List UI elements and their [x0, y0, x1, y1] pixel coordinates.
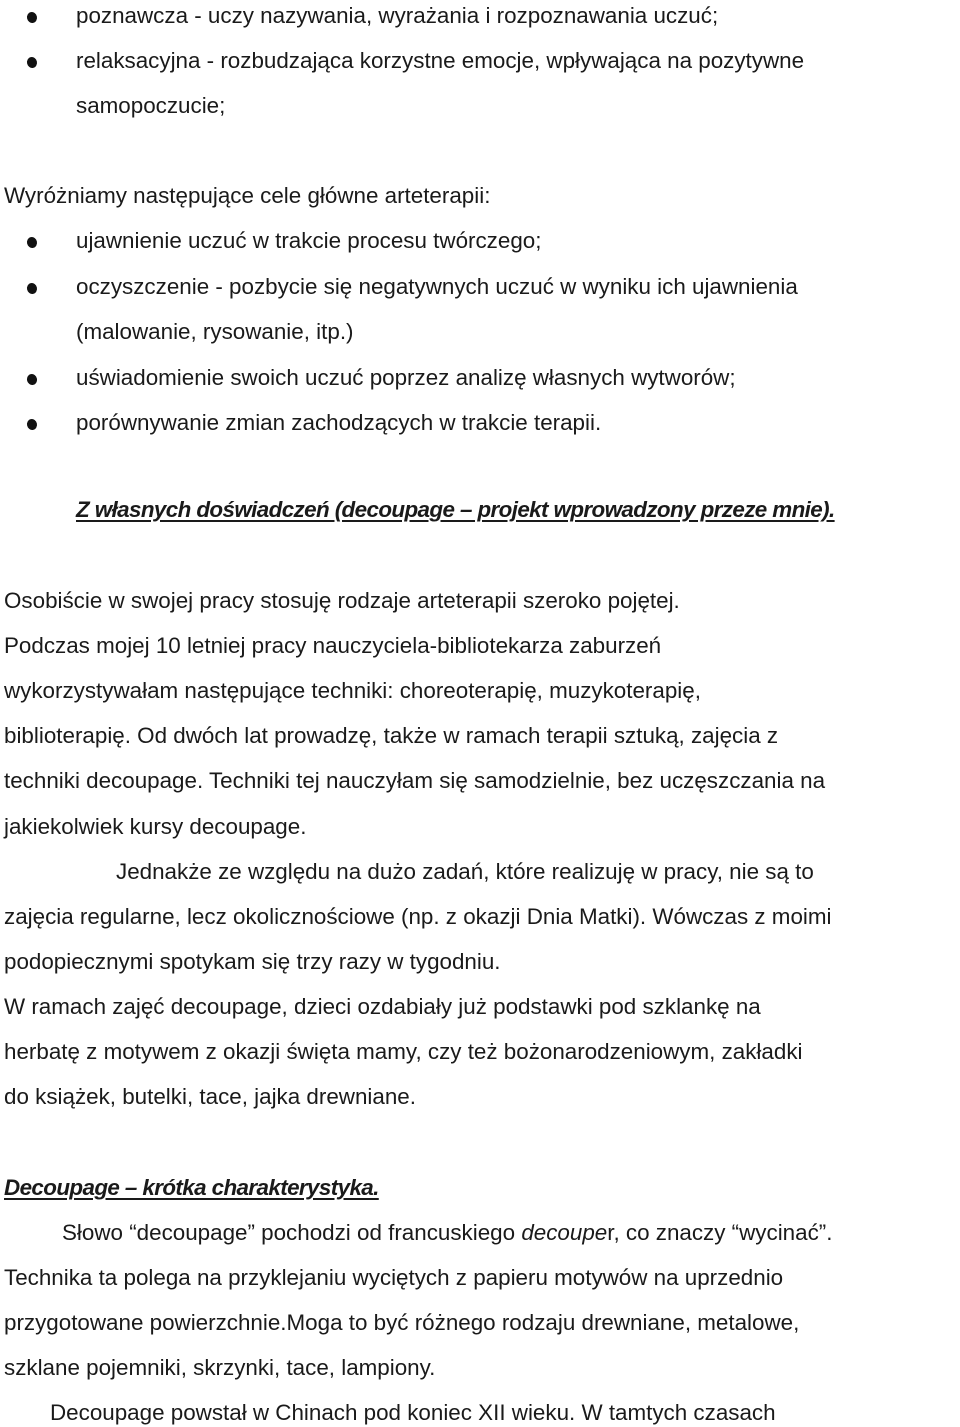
text-run: Słowo “decoupage” pochodzi od francuskiego [62, 1220, 522, 1245]
paragraph-line: techniki decoupage. Techniki tej nauczyłam się samodzielnie, bez uczęszczania na [4, 768, 826, 793]
bullet-icon [26, 373, 38, 386]
list-item: uświadomienie swoich uczuć poprzez analizę własnych wytworów; [76, 365, 736, 390]
list-item: ujawnienie uczuć w trakcie procesu twórczego; [76, 228, 542, 253]
paragraph-line: podopiecznymi spotykam się trzy razy w tygodniu. [4, 949, 501, 974]
list-item: oczyszczenie - pozbycie się negatywnych uczuć w wyniku ich ujawnienia [76, 274, 798, 299]
paragraph-line: Technika ta polega na przyklejaniu wyciętych z papieru motywów na uprzednio [4, 1265, 784, 1290]
paragraph-line: zajęcia regularne, lecz okolicznościowe (np. z okazji Dnia Matki). Wówczas z moimi [4, 904, 832, 929]
bullet-icon [26, 418, 38, 431]
bullet-icon [26, 282, 38, 295]
bullet-icon [26, 11, 38, 24]
paragraph-line: Osobiście w swojej pracy stosuję rodzaje arteterapii szeroko pojętej. [4, 588, 680, 613]
bullet-icon [26, 236, 38, 249]
paragraph-line: szklane pojemniki, skrzynki, tace, lampiony. [4, 1355, 436, 1380]
paragraph-line: Jednakże ze względu na dużo zadań, które realizuję w pracy, nie są to [116, 859, 814, 884]
paragraph-line: Podczas mojej 10 letniej pracy nauczyciela-bibliotekarza zaburzeń [4, 633, 662, 658]
list-item: poznawcza - uczy nazywania, wyrażania i rozpoznawania uczuć; [76, 3, 719, 28]
bullet-icon [26, 56, 38, 69]
list-item: relaksacyjna - rozbudzająca korzystne emocje, wpływająca na pozytywne [76, 48, 805, 73]
paragraph-line: Decoupage powstał w Chinach pod koniec XII wieku. W tamtych czasach [50, 1400, 776, 1425]
list-item-continuation: (malowanie, rysowanie, itp.) [76, 319, 354, 344]
section-heading: Z własnych doświadczeń (decoupage – projekt wprowadzony przeze mnie). [76, 497, 835, 522]
paragraph-line: przygotowane powierzchnie.Moga to być różnego rodzaju drewniane, metalowe, [4, 1310, 800, 1335]
section-heading: Decoupage – krótka charakterystyka. [4, 1175, 379, 1200]
text-run: r, co znaczy “wycinać”. [607, 1220, 833, 1245]
paragraph-line: do książek, butelki, tace, jajka drewniane. [4, 1084, 416, 1109]
goals-intro: Wyróżniamy następujące cele główne arteterapii: [4, 183, 491, 208]
paragraph-line [62, 1219, 832, 1247]
paragraph-line: wykorzystywałam następujące techniki: choreoterapię, muzykoterapię, [4, 678, 701, 703]
paragraph-line: herbatę z motywem z okazji święta mamy, czy też bożonarodzeniowym, zakładki [4, 1039, 803, 1064]
foreign-word: decoupe [521, 1220, 608, 1245]
paragraph-line: biblioterapię. Od dwóch lat prowadzę, także w ramach terapii sztuką, zajęcia z [4, 723, 779, 748]
list-item-continuation: samopoczucie; [76, 93, 226, 118]
paragraph-line: jakiekolwiek kursy decoupage. [4, 814, 307, 839]
list-item: porównywanie zmian zachodzących w trakcie terapii. [76, 410, 602, 435]
paragraph-line: W ramach zajęć decoupage, dzieci ozdabiały już podstawki pod szklankę na [4, 994, 761, 1019]
